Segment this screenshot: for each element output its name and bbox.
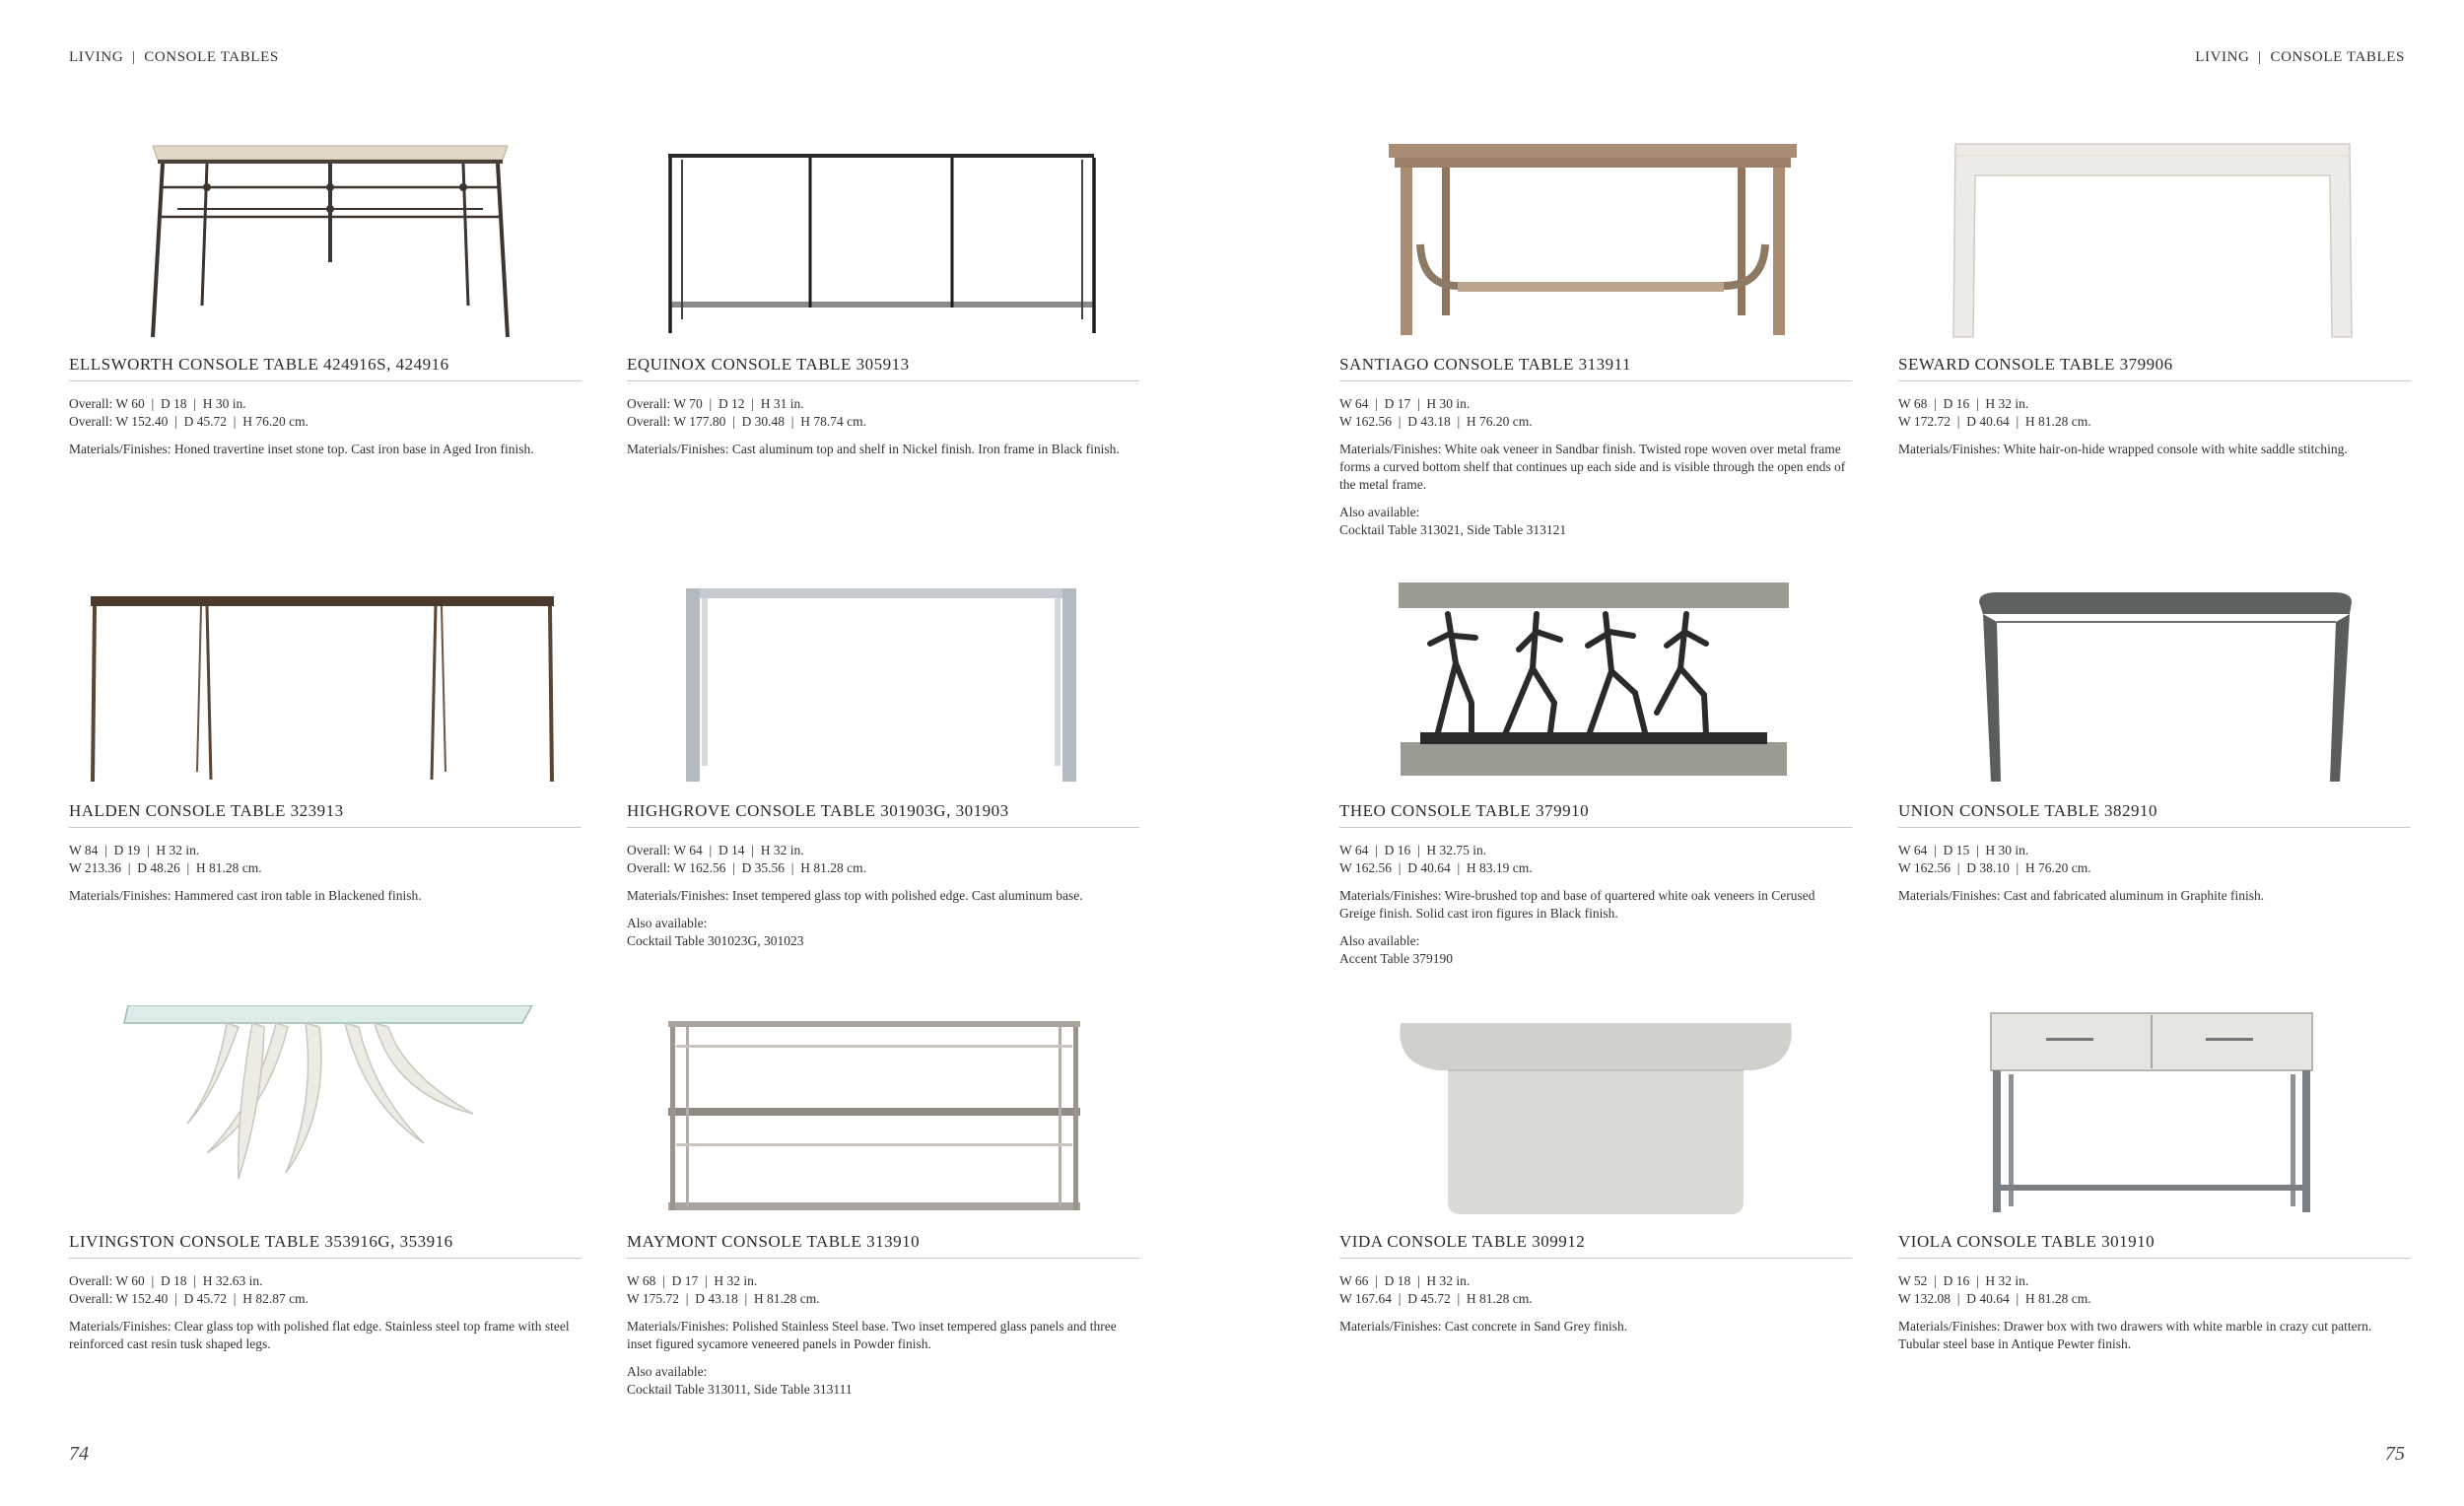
dimensions-in: W 64 | D 16 | H 32.75 in. — [1339, 843, 1487, 857]
materials-text: Materials/Finishes: Drawer box with two drawers with white marble in crazy cut pattern. Tubular steel base in Antique Pewter finish. — [1898, 1319, 2372, 1351]
materials-text: Materials/Finishes: Wire-brushed top and base of quartered white oak veneers in Cerused Greige finish. Solid cast iron figures in Black finish. — [1339, 888, 1815, 921]
dimensions-in: Overall: W 70 | D 12 | H 31 in. — [627, 396, 804, 411]
page-number-right: 75 — [2385, 1443, 2405, 1465]
product-title: HALDEN CONSOLE TABLE 323913 — [69, 801, 582, 828]
dimensions-cm: W 162.56 | D 40.64 | H 83.19 cm. — [1339, 860, 1533, 875]
dimensions-cm: Overall: W 152.40 | D 45.72 | H 76.20 cm. — [69, 414, 309, 429]
product-image-viola — [1898, 1005, 2411, 1232]
product-title: VIDA CONSOLE TABLE 309912 — [1339, 1232, 1852, 1259]
dimensions-in: W 68 | D 16 | H 32 in. — [1898, 396, 2029, 411]
product-image-vida — [1339, 1005, 1852, 1232]
product-title: UNION CONSOLE TABLE 382910 — [1898, 801, 2411, 828]
product-specs — [1898, 1272, 2411, 1363]
product-title: ELLSWORTH CONSOLE TABLE 424916S, 424916 — [69, 355, 582, 381]
materials-text: Materials/Finishes: White oak veneer in Sandbar finish. Twisted rope woven over metal frame forms a curved bottom shelf that continues up each side and is visible through the open ends of the metal frame. — [1339, 442, 1846, 492]
also-available-items: Cocktail Table 313011, Side Table 313111 — [627, 1382, 853, 1397]
dimensions-in: W 64 | D 17 | H 30 in. — [1339, 396, 1471, 411]
page-number-left: 74 — [69, 1443, 89, 1465]
product-image-livingston — [69, 1005, 582, 1232]
product-title: EQUINOX CONSOLE TABLE 305913 — [627, 355, 1139, 381]
also-available-label: Also available: — [627, 1364, 708, 1379]
product-image-seward — [1898, 128, 2411, 355]
dimensions-in: W 68 | D 17 | H 32 in. — [627, 1273, 758, 1288]
product-specs — [69, 842, 582, 915]
section-header-right: LIVING | CONSOLE TABLES — [2195, 49, 2405, 65]
product-title: THEO CONSOLE TABLE 379910 — [1339, 801, 1852, 828]
dimensions-cm: Overall: W 177.80 | D 30.48 | H 78.74 cm. — [627, 414, 867, 429]
product-specs — [627, 842, 1139, 950]
also-available-items: Cocktail Table 313021, Side Table 313121 — [1339, 522, 1567, 537]
section-header-left: LIVING | CONSOLE TABLES — [69, 49, 279, 65]
product-specs — [1339, 842, 1852, 968]
dimensions-cm: W 172.72 | D 40.64 | H 81.28 cm. — [1898, 414, 2091, 429]
materials-text: Materials/Finishes: Honed travertine inset stone top. Cast iron base in Aged Iron finish. — [69, 442, 534, 456]
product-image-highgrove — [627, 575, 1139, 801]
product-image-santiago — [1339, 128, 1852, 355]
also-available-items: Cocktail Table 301023G, 301023 — [627, 933, 804, 948]
materials-text: Materials/Finishes: Cast and fabricated aluminum in Graphite finish. — [1898, 888, 2265, 903]
product-image-halden — [69, 575, 582, 801]
product-image-ellsworth — [69, 128, 582, 355]
dimensions-cm: W 162.56 | D 38.10 | H 76.20 cm. — [1898, 860, 2091, 875]
product-title: SEWARD CONSOLE TABLE 379906 — [1898, 355, 2411, 381]
dimensions-cm: W 175.72 | D 43.18 | H 81.28 cm. — [627, 1291, 820, 1306]
product-image-theo — [1339, 575, 1852, 801]
product-specs — [69, 395, 582, 468]
materials-text: Materials/Finishes: Clear glass top with polished flat edge. Stainless steel top frame with steel reinforced cast resin tusk shaped legs. — [69, 1319, 570, 1351]
product-specs — [627, 1272, 1139, 1399]
dimensions-cm: Overall: W 162.56 | D 35.56 | H 81.28 cm. — [627, 860, 867, 875]
dimensions-in: W 84 | D 19 | H 32 in. — [69, 843, 200, 857]
also-available-items: Accent Table 379190 — [1339, 951, 1454, 966]
product-title: MAYMONT CONSOLE TABLE 313910 — [627, 1232, 1139, 1259]
dimensions-in: W 66 | D 18 | H 32 in. — [1339, 1273, 1471, 1288]
dimensions-cm: W 213.36 | D 48.26 | H 81.28 cm. — [69, 860, 262, 875]
materials-text: Materials/Finishes: Inset tempered glass top with polished edge. Cast aluminum base. — [627, 888, 1083, 903]
materials-text: Materials/Finishes: Cast concrete in Sand Grey finish. — [1339, 1319, 1628, 1334]
dimensions-in: Overall: W 60 | D 18 | H 32.63 in. — [69, 1273, 263, 1288]
product-specs — [1898, 395, 2411, 468]
also-available-label: Also available: — [627, 916, 708, 930]
materials-text: Materials/Finishes: Cast aluminum top and shelf in Nickel finish. Iron frame in Black finish. — [627, 442, 1120, 456]
dimensions-in: Overall: W 60 | D 18 | H 30 in. — [69, 396, 246, 411]
also-available-label: Also available: — [1339, 933, 1420, 948]
product-specs — [1339, 395, 1852, 539]
dimensions-in: W 64 | D 15 | H 30 in. — [1898, 843, 2029, 857]
product-specs — [627, 395, 1139, 468]
dimensions-cm: Overall: W 152.40 | D 45.72 | H 82.87 cm. — [69, 1291, 309, 1306]
also-available-label: Also available: — [1339, 505, 1420, 519]
product-image-equinox — [627, 128, 1139, 355]
dimensions-cm: W 162.56 | D 43.18 | H 76.20 cm. — [1339, 414, 1533, 429]
product-specs — [69, 1272, 582, 1363]
dimensions-cm: W 132.08 | D 40.64 | H 81.28 cm. — [1898, 1291, 2091, 1306]
materials-text: Materials/Finishes: Hammered cast iron table in Blackened finish. — [69, 888, 422, 903]
product-image-union — [1898, 575, 2411, 801]
product-title: LIVINGSTON CONSOLE TABLE 353916G, 353916 — [69, 1232, 582, 1259]
product-title: SANTIAGO CONSOLE TABLE 313911 — [1339, 355, 1852, 381]
product-image-maymont — [627, 1005, 1139, 1232]
product-title: VIOLA CONSOLE TABLE 301910 — [1898, 1232, 2411, 1259]
materials-text: Materials/Finishes: Polished Stainless Steel base. Two inset tempered glass panels and three inset figured sycamore veneered panels in Powder finish. — [627, 1319, 1117, 1351]
dimensions-in: Overall: W 64 | D 14 | H 32 in. — [627, 843, 804, 857]
dimensions-cm: W 167.64 | D 45.72 | H 81.28 cm. — [1339, 1291, 1533, 1306]
materials-text: Materials/Finishes: White hair-on-hide wrapped console with white saddle stitching. — [1898, 442, 2348, 456]
product-title: HIGHGROVE CONSOLE TABLE 301903G, 301903 — [627, 801, 1139, 828]
product-specs — [1339, 1272, 1852, 1345]
dimensions-in: W 52 | D 16 | H 32 in. — [1898, 1273, 2029, 1288]
product-specs — [1898, 842, 2411, 915]
